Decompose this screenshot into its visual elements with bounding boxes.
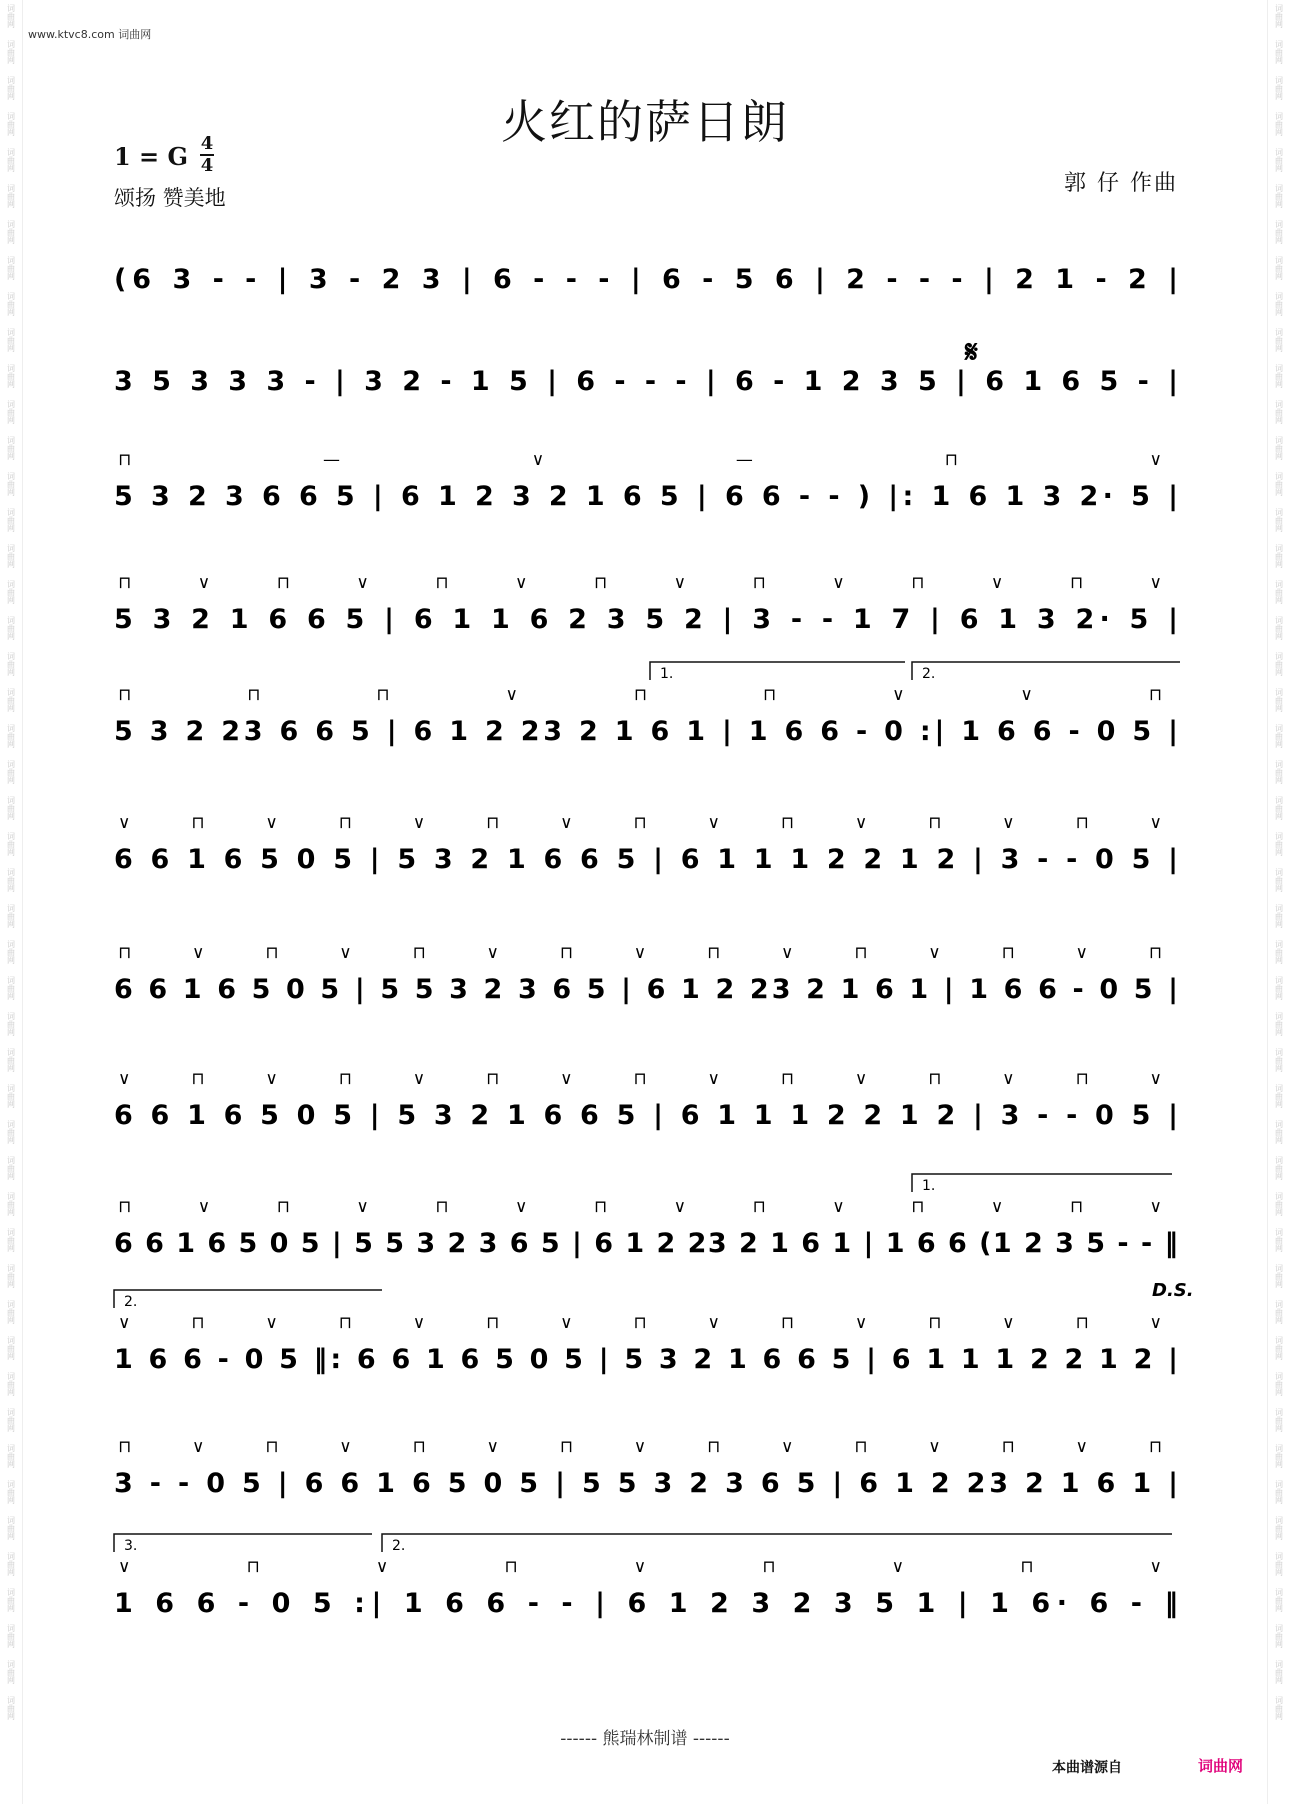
watermark-text: 词曲网 xyxy=(6,724,16,748)
site-url[interactable]: www.ktvc8.com 词曲网 xyxy=(28,28,152,41)
watermark-text: 词曲网 xyxy=(1274,148,1284,172)
watermark-text: 词曲网 xyxy=(6,1156,16,1180)
watermark-text: 词曲网 xyxy=(1274,1336,1284,1360)
watermark-text: 词曲网 xyxy=(1274,832,1284,856)
watermark-text: 词曲网 xyxy=(6,868,16,892)
watermark-text: 词曲网 xyxy=(6,112,16,136)
watermark-text: 词曲网 xyxy=(1274,1084,1284,1108)
watermark-text: 词曲网 xyxy=(6,364,16,388)
watermark-text: 词曲网 xyxy=(6,796,16,820)
watermark-text: 词曲网 xyxy=(6,1084,16,1108)
watermark-text: 词曲网 xyxy=(6,832,16,856)
watermark-text: 词曲网 xyxy=(1274,1588,1284,1612)
watermark-text: 词曲网 xyxy=(1274,1228,1284,1252)
notation-line: 3 5 3 3 3 - | 3 2 - 1 5 | 6 - - - | 6 - 1 2 3 5 | 6 1 6 5 - | xyxy=(114,366,1178,397)
watermark-text: 词曲网 xyxy=(6,1264,16,1288)
watermark-text: 词曲网 xyxy=(6,1192,16,1216)
watermark-text: 词曲网 xyxy=(1274,400,1284,424)
notation-line: 1 6 6 - 0 5 :| 1 6 6 - - | 6 1 2 3 2 3 5 1 | 1 6· 6 - ‖ xyxy=(114,1588,1178,1619)
watermark-text: 词曲网 xyxy=(1274,652,1284,676)
volta-bracket xyxy=(912,1174,1172,1192)
watermark-text: 词曲网 xyxy=(6,760,16,784)
bowing-marks: ⊓ ⊓ ⊓ ∨ ⊓ ⊓ ∨ ∨ ⊓ xyxy=(118,685,1162,705)
watermark-text: 词曲网 xyxy=(6,400,16,424)
bowing-marks: ⊓ ∨ ⊓ ∨ ⊓ ∨ ⊓ ∨ ⊓ ∨ ⊓ ∨ ⊓ ∨ xyxy=(118,573,1162,593)
watermark-text: 词曲网 xyxy=(1274,1480,1284,1504)
watermark-text: 词曲网 xyxy=(1274,1372,1284,1396)
watermark-text: 词曲网 xyxy=(1274,1444,1284,1468)
notation-line: 1 6 6 - 0 5 ‖: 6 6 1 6 5 0 5 | 5 3 2 1 6 6 5 | 6 1 1 1 2 2 1 2 | xyxy=(114,1344,1178,1375)
score-row xyxy=(114,1557,1178,1619)
watermark-text: 词曲网 xyxy=(1274,580,1284,604)
time-signature-bottom: 4 xyxy=(200,155,214,176)
bowing-marks: ⊓ ∨ ⊓ ∨ ⊓ ∨ ⊓ ∨ ⊓ ∨ ⊓ ∨ ⊓ ∨ ⊓ xyxy=(118,1437,1163,1457)
watermark-text: 词曲网 xyxy=(6,1120,16,1144)
bowing-marks: ⊓ ∨ ⊓ ∨ ⊓ ∨ ⊓ ∨ ⊓ ∨ ⊓ ∨ ⊓ ∨ xyxy=(118,1197,1162,1217)
score-row xyxy=(114,573,1178,635)
watermark-text: 词曲网 xyxy=(1274,292,1284,316)
watermark-text: 词曲网 xyxy=(1274,1696,1284,1720)
score-row xyxy=(114,1069,1178,1131)
watermark-text: 词曲网 xyxy=(1274,220,1284,244)
bowing-marks: ∨ ⊓ ∨ ⊓ ∨ ⊓ ∨ ⊓ ∨ ⊓ ∨ ⊓ ∨ ⊓ ∨ xyxy=(118,1313,1162,1333)
watermark-text: 词曲网 xyxy=(1274,796,1284,820)
watermark-text: 词曲网 xyxy=(6,256,16,280)
watermark-text: 词曲网 xyxy=(1274,184,1284,208)
song-title: 火红的萨日朗 xyxy=(501,95,789,149)
watermark-text: 词曲网 xyxy=(6,1048,16,1072)
score-row xyxy=(114,1437,1178,1499)
bowing-marks: ∨ ⊓ ∨ ⊓ ∨ ⊓ ∨ ⊓ ∨ xyxy=(118,1557,1162,1577)
watermark-text: 词曲网 xyxy=(6,652,16,676)
watermark-text: 词曲网 xyxy=(6,76,16,100)
watermark-text: 词曲网 xyxy=(1274,1408,1284,1432)
watermark-text: 词曲网 xyxy=(6,292,16,316)
watermark-text: 词曲网 xyxy=(1274,1012,1284,1036)
watermark-text: 词曲网 xyxy=(1274,1660,1284,1684)
watermark-text: 词曲网 xyxy=(1274,904,1284,928)
arranger-credit: ------ 熊瑞林制谱 ------ xyxy=(560,1729,730,1749)
watermark-text: 词曲网 xyxy=(1274,1300,1284,1324)
watermark-text: 词曲网 xyxy=(6,1480,16,1504)
watermark-text: 词曲网 xyxy=(1274,976,1284,1000)
watermark-text: 词曲网 xyxy=(6,1336,16,1360)
watermark-text: 词曲网 xyxy=(1274,76,1284,100)
watermark-text: 词曲网 xyxy=(1274,1552,1284,1576)
watermark-text: 词曲网 xyxy=(6,688,16,712)
volta-number: 2. xyxy=(392,1538,406,1554)
segno-sign: 𝄋 xyxy=(965,335,978,370)
score-row xyxy=(114,1313,1178,1375)
watermark-text: 词曲网 xyxy=(1274,508,1284,532)
watermark-text: 词曲网 xyxy=(1274,364,1284,388)
watermark-text: 词曲网 xyxy=(1274,4,1284,28)
volta-number: 1. xyxy=(922,1178,936,1194)
watermark-text: 词曲网 xyxy=(6,184,16,208)
source-label: 本曲谱源自 xyxy=(1052,1760,1122,1776)
notation-line: 6 6 1 6 5 0 5 | 5 5 3 2 3 6 5 | 6 1 2 23 2 1 6 1 | 1 6 6 (1 2 3 5 - - ‖ xyxy=(114,1228,1179,1259)
score-row xyxy=(114,943,1178,1005)
watermark-text: 词曲网 xyxy=(6,1696,16,1720)
bowing-marks: ⊓ ∨ ⊓ ∨ ⊓ ∨ ⊓ ∨ ⊓ ∨ ⊓ ∨ ⊓ ∨ ⊓ xyxy=(118,943,1163,963)
score-row xyxy=(114,685,1178,747)
watermark-text: 词曲网 xyxy=(6,904,16,928)
watermark-text: 词曲网 xyxy=(6,1228,16,1252)
dal-segno-marking: D.S. xyxy=(1152,1280,1194,1301)
watermark-text: 词曲网 xyxy=(1274,940,1284,964)
notation-line: (6 3 - - | 3 - 2 3 | 6 - - - | 6 - 5 6 | 2 - - - | 2 1 - 2 | xyxy=(114,264,1178,295)
watermark-text: 词曲网 xyxy=(1274,724,1284,748)
tempo-marking: 颂扬 赞美地 xyxy=(114,186,226,210)
volta-number: 3. xyxy=(124,1538,138,1554)
watermark-text: 词曲网 xyxy=(6,1588,16,1612)
bowing-marks: ∨ ⊓ ∨ ⊓ ∨ ⊓ ∨ ⊓ ∨ ⊓ ∨ ⊓ ∨ ⊓ ∨ xyxy=(118,813,1162,833)
watermark-text: 词曲网 xyxy=(6,1552,16,1576)
watermark-text: 词曲网 xyxy=(6,4,16,28)
watermark-text: 词曲网 xyxy=(1274,688,1284,712)
watermark-text: 词曲网 xyxy=(1274,1156,1284,1180)
watermark-text: 词曲网 xyxy=(1274,544,1284,568)
score-row xyxy=(114,813,1178,875)
watermark-text: 词曲网 xyxy=(6,1516,16,1540)
notation-line: 3 - - 0 5 | 6 6 1 6 5 0 5 | 5 5 3 2 3 6 5 | 6 1 2 23 2 1 6 1 | xyxy=(114,1468,1178,1499)
volta-number: 1. xyxy=(660,666,674,682)
volta-bracket xyxy=(382,1534,1172,1552)
volta-number: 2. xyxy=(922,666,936,682)
watermark-text: 词曲网 xyxy=(1274,1192,1284,1216)
watermark-text: 词曲网 xyxy=(6,976,16,1000)
watermark-text: 词曲网 xyxy=(6,40,16,64)
watermark-text: 词曲网 xyxy=(6,616,16,640)
watermark-text: 词曲网 xyxy=(6,1372,16,1396)
volta-bracket xyxy=(114,1290,382,1308)
notation-line: 5 3 2 3 6 6 5 | 6 1 2 3 2 1 6 5 | 6 6 - - ) |: 1 6 1 3 2· 5 | xyxy=(114,481,1178,512)
watermark-text: 词曲网 xyxy=(6,148,16,172)
watermark-text: 词曲网 xyxy=(6,1408,16,1432)
watermark-text: 词曲网 xyxy=(6,940,16,964)
watermark-text: 词曲网 xyxy=(6,1624,16,1648)
notation-line: 6 6 1 6 5 0 5 | 5 5 3 2 3 6 5 | 6 1 2 23 2 1 6 1 | 1 6 6 - 0 5 | xyxy=(114,974,1179,1005)
time-signature-top: 4 xyxy=(200,133,214,154)
watermark-text: 词曲网 xyxy=(6,1660,16,1684)
watermark-text: 词曲网 xyxy=(1274,256,1284,280)
watermark-text: 词曲网 xyxy=(1274,616,1284,640)
score-row xyxy=(114,1197,1178,1259)
watermark-text: 词曲网 xyxy=(1274,112,1284,136)
watermark-text: 词曲网 xyxy=(1274,1048,1284,1072)
notation-line: 6 6 1 6 5 0 5 | 5 3 2 1 6 6 5 | 6 1 1 1 2 2 1 2 | 3 - - 0 5 | xyxy=(114,1100,1178,1131)
watermark-text: 词曲网 xyxy=(6,436,16,460)
watermark-text: 词曲网 xyxy=(1274,328,1284,352)
watermark-text: 词曲网 xyxy=(1274,472,1284,496)
watermark-text: 词曲网 xyxy=(1274,1120,1284,1144)
watermark-text: 词曲网 xyxy=(1274,1264,1284,1288)
score-row xyxy=(114,366,1178,397)
watermark-text: 词曲网 xyxy=(6,1012,16,1036)
notation-line: 5 3 2 23 6 6 5 | 6 1 2 23 2 1 6 1 | 1 6 6 - 0 :| 1 6 6 - 0 5 | xyxy=(114,716,1178,747)
bowing-marks: ∨ ⊓ ∨ ⊓ ∨ ⊓ ∨ ⊓ ∨ ⊓ ∨ ⊓ ∨ ⊓ ∨ xyxy=(118,1069,1162,1089)
watermark-text: 词曲网 xyxy=(1274,1624,1284,1648)
volta-bracket xyxy=(114,1534,372,1552)
key-signature: 1 = G xyxy=(114,142,189,171)
watermark-text: 词曲网 xyxy=(6,1300,16,1324)
volta-bracket xyxy=(650,662,905,680)
volta-bracket xyxy=(912,662,1180,680)
composer-credit: 郭 仔 作曲 xyxy=(1064,171,1178,196)
score-row xyxy=(114,450,1178,512)
watermark-text: 词曲网 xyxy=(1274,760,1284,784)
watermark-text: 词曲网 xyxy=(6,580,16,604)
volta-number: 2. xyxy=(124,1294,138,1310)
watermark-text: 词曲网 xyxy=(1274,1516,1284,1540)
score-row xyxy=(114,264,1178,295)
notation-line: 6 6 1 6 5 0 5 | 5 3 2 1 6 6 5 | 6 1 1 1 2 2 1 2 | 3 - - 0 5 | xyxy=(114,844,1178,875)
notation-line: 5 3 2 1 6 6 5 | 6 1 1 6 2 3 5 2 | 3 - - 1 7 | 6 1 3 2· 5 | xyxy=(114,604,1178,635)
watermark-text: 词曲网 xyxy=(1274,40,1284,64)
watermark-text: 词曲网 xyxy=(6,328,16,352)
watermark-text: 词曲网 xyxy=(6,508,16,532)
watermark-text: 词曲网 xyxy=(6,1444,16,1468)
watermark-text: 词曲网 xyxy=(6,544,16,568)
source-site-link[interactable]: 词曲网 xyxy=(1198,1757,1244,1775)
watermark-text: 词曲网 xyxy=(1274,868,1284,892)
bowing-marks: ⊓ — ∨ — ⊓ ∨ xyxy=(118,450,1162,470)
watermark-text: 词曲网 xyxy=(6,472,16,496)
watermark-text: 词曲网 xyxy=(1274,436,1284,460)
watermark-text: 词曲网 xyxy=(6,220,16,244)
